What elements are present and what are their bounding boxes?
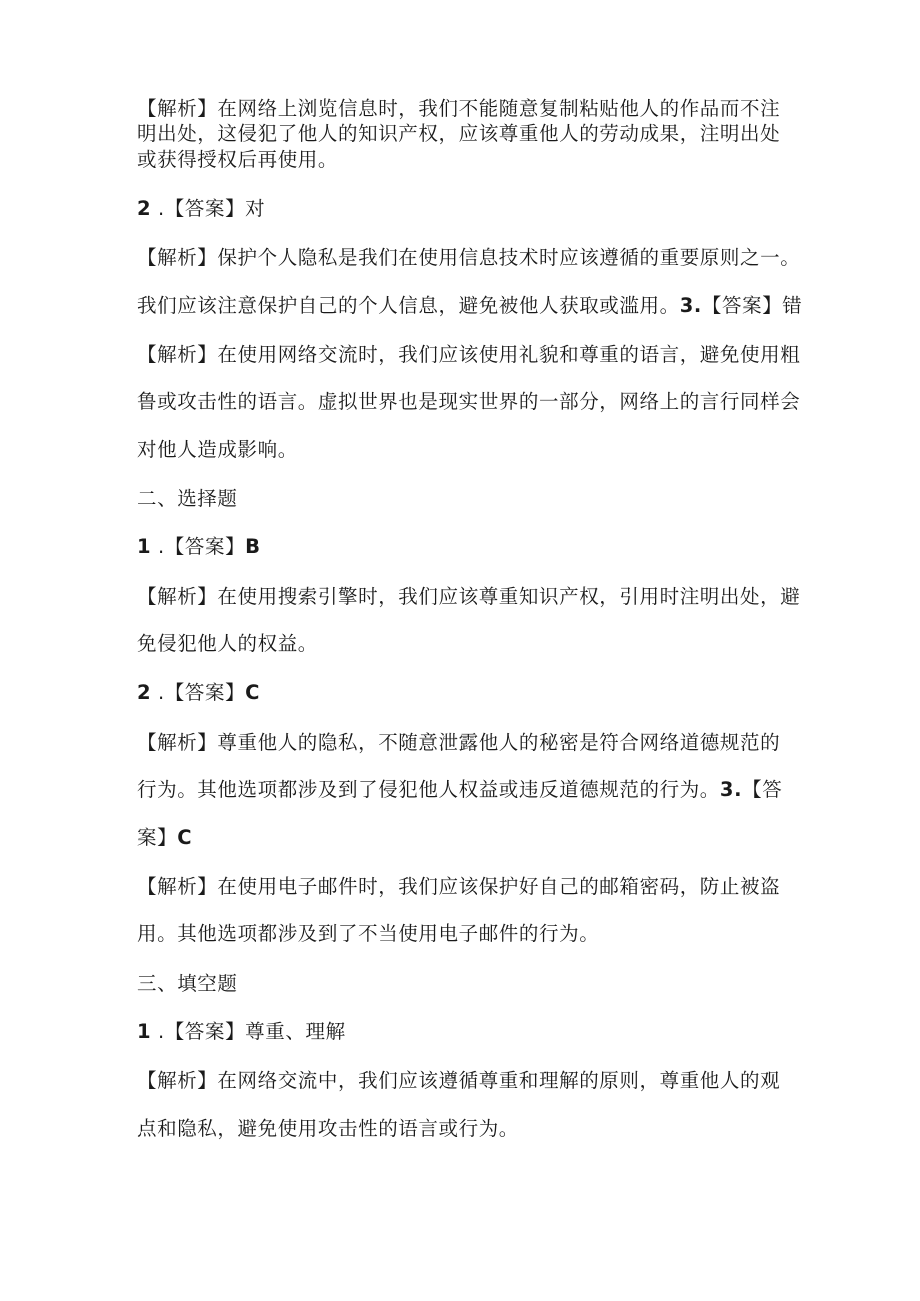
text-segment: 我们应该注意保护自己的个人信息，避免被他人获取或滥用。 [137, 293, 680, 317]
question-number: 1 [137, 535, 152, 559]
text-segment: 行为。其他选项都涉及到了侵犯他人权益或违反道德规范的行为。 [137, 778, 720, 802]
text-line: 【解析】保护个人隐私是我们在使用信息技术时应该遵循的重要原则之一。 [137, 246, 801, 270]
text-line: 明出处，这侵犯了他人的知识产权，应该尊重他人的劳动成果，注明出处 [137, 122, 781, 146]
text-line [137, 825, 797, 850]
question-number: 2 [137, 681, 152, 705]
answer-label: 【答案】错 [701, 293, 803, 317]
text-line: 【解析】在使用电子邮件时，我们应该保护好自己的邮箱密码，防止被盗 [137, 874, 781, 898]
text-line [137, 293, 803, 318]
answer-line-judge-2 [137, 196, 797, 221]
section-heading-fill-blank: 三、填空题 [137, 971, 238, 995]
answer-line-choice-1 [137, 534, 797, 559]
text-line: 鲁或攻击性的语言。虚拟世界也是现实世界的一部分，网络上的言行同样会 [137, 390, 801, 414]
answer-label: 案】 [137, 825, 178, 849]
text-line: 【解析】在使用网络交流时，我们应该使用礼貌和尊重的语言，避免使用粗 [137, 343, 801, 367]
text-line: 用。其他选项都涉及到了不当使用电子邮件的行为。 [137, 922, 600, 946]
text-line [137, 777, 797, 802]
explanation-paragraph-6 [137, 874, 797, 947]
text-line: 点和隐私，避免使用攻击性的语言或行为。 [137, 1116, 519, 1140]
question-number: 2 [137, 197, 152, 221]
answer-line-choice-2 [137, 680, 797, 705]
document-body [137, 96, 803, 1165]
text-line: 免侵犯他人的权益。 [137, 632, 318, 656]
answer-label: .【答案】对 [151, 197, 266, 221]
explanation-paragraph-4 [137, 584, 801, 657]
question-number: 3. [679, 293, 702, 317]
text-line: 【解析】在网络交流中，我们应该遵循尊重和理解的原则，尊重他人的观 [137, 1069, 781, 1093]
question-number: 3. [719, 778, 743, 802]
text-line: 对他人造成影响。 [137, 437, 298, 461]
section-heading-choice: 二、选择题 [137, 487, 238, 511]
answer-value: C [245, 681, 261, 705]
explanation-paragraph-1 [137, 96, 797, 172]
text-line: 【解析】尊重他人的隐私，不随意泄露他人的秘密是符合网络道德规范的 [137, 730, 781, 754]
answer-line-fill-1 [137, 1019, 797, 1044]
question-number: 1 [137, 1019, 152, 1043]
explanation-paragraph-3 [137, 342, 801, 462]
explanation-paragraph-5 [137, 730, 797, 850]
text-line: 【解析】在网络上浏览信息时，我们不能随意复制粘贴他人的作品而不注 [137, 97, 781, 120]
text-line: 或获得授权后再使用。 [137, 147, 339, 171]
text-line: 【解析】在使用搜索引擎时，我们应该尊重知识产权，引用时注明出处，避 [137, 584, 801, 608]
answer-label: 【答 [742, 778, 783, 802]
answer-value: B [245, 535, 261, 559]
answer-label: .【答案】尊重、理解 [151, 1019, 346, 1043]
explanation-paragraph-2 [137, 245, 803, 318]
answer-label: .【答案】 [151, 681, 246, 705]
answer-value: C [177, 825, 193, 849]
explanation-paragraph-7 [137, 1068, 797, 1141]
answer-label: .【答案】 [151, 535, 246, 559]
